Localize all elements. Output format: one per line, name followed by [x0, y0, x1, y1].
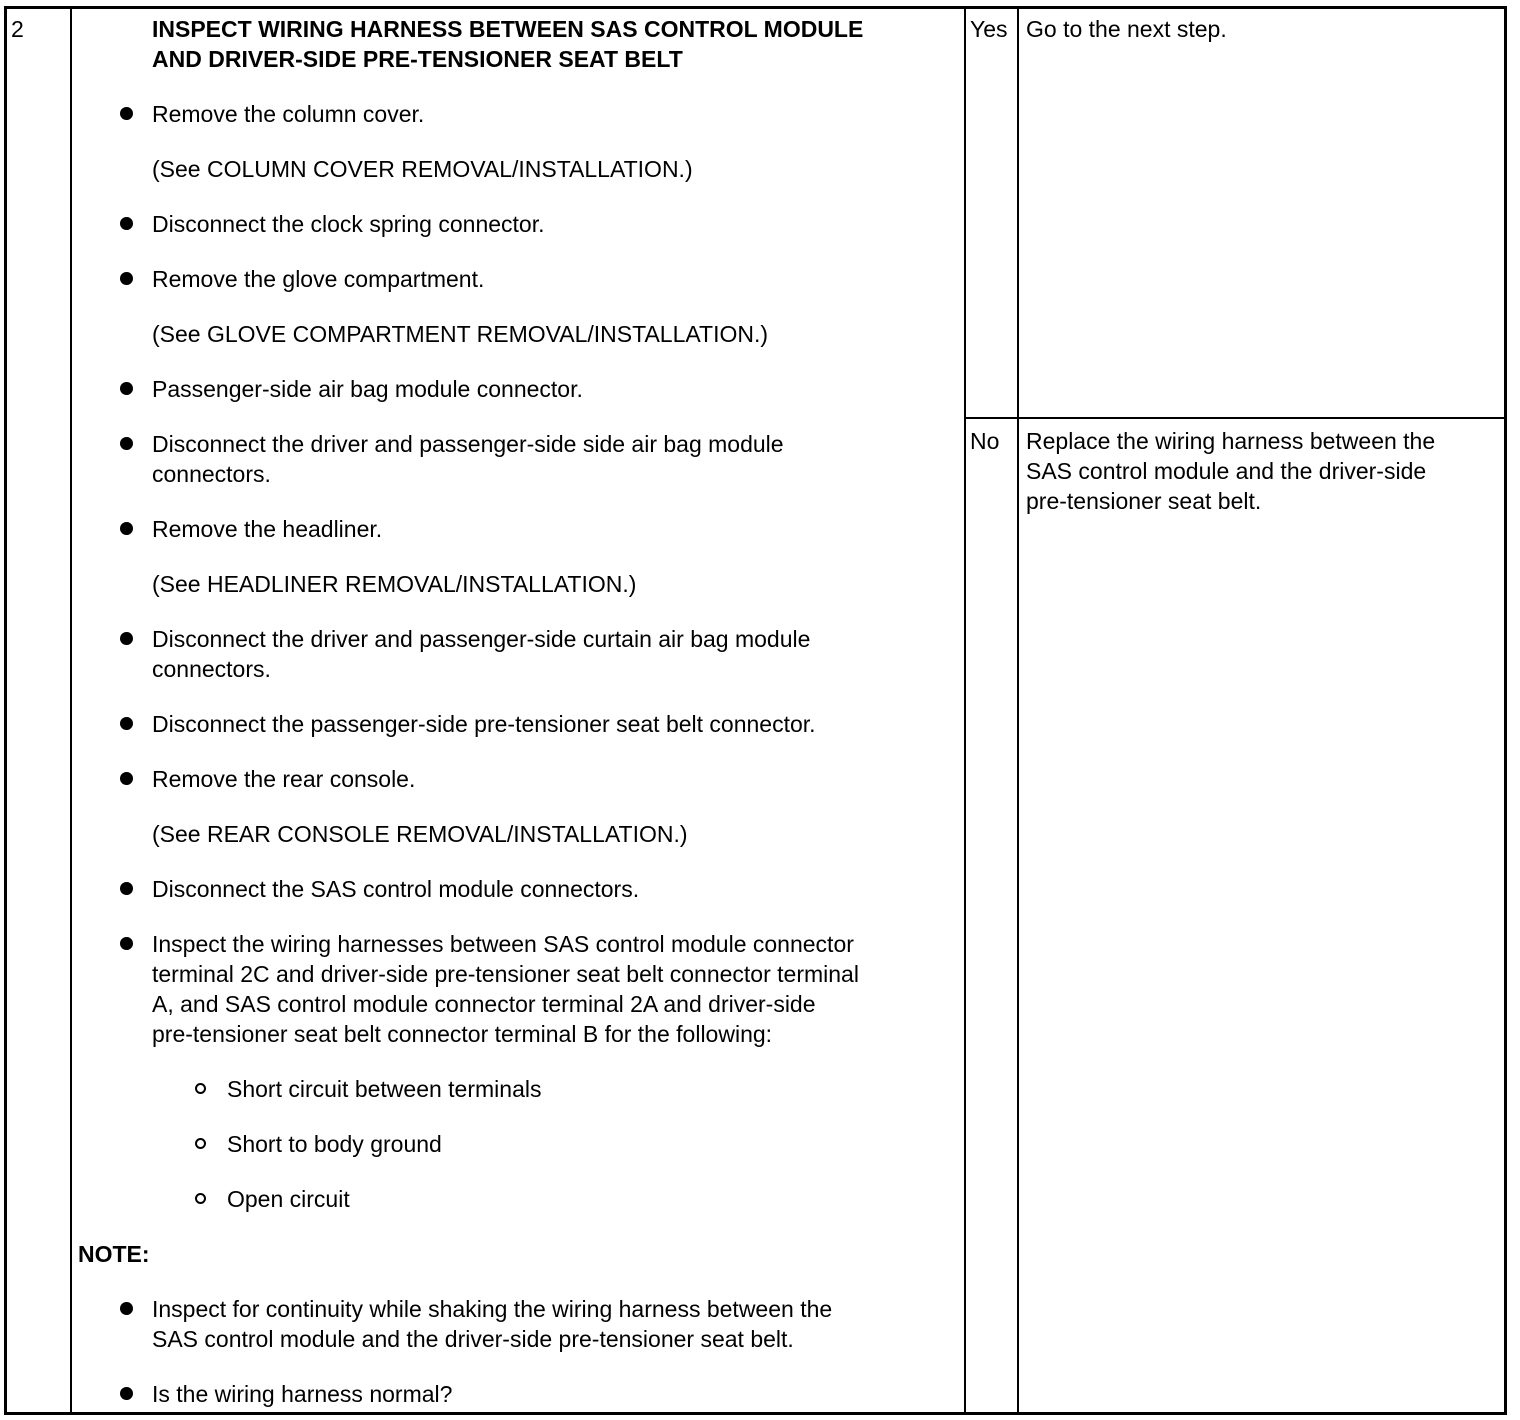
result-no-label: No	[970, 428, 1000, 454]
procedure-item: Disconnect the SAS control module connectors.	[152, 876, 640, 902]
reference-note: (See REAR CONSOLE REMOVAL/INSTALLATION.)	[152, 821, 688, 847]
result-no-action-line2: SAS control module and the driver-side	[1026, 458, 1427, 484]
column-divider-step	[70, 6, 72, 1415]
procedure-item: Passenger-side air bag module connector.	[152, 376, 583, 402]
step-number: 2	[11, 16, 24, 42]
column-divider-result	[1017, 6, 1019, 1415]
bullet-icon	[120, 717, 133, 730]
procedure-item: Disconnect the driver and passenger-side side air bag module	[152, 431, 784, 457]
bullet-icon	[120, 217, 133, 230]
result-no-action-line3: pre-tensioner seat belt.	[1026, 488, 1262, 514]
hollow-bullet-icon	[195, 1193, 206, 1204]
bullet-icon	[120, 272, 133, 285]
procedure-item-continued: connectors.	[152, 461, 271, 487]
procedure-item: Remove the headliner.	[152, 516, 383, 542]
step-title-line2: AND DRIVER-SIDE PRE-TENSIONER SEAT BELT	[152, 46, 683, 72]
note-item: Inspect for continuity while shaking the wiring harness between the	[152, 1296, 833, 1322]
bullet-icon	[120, 1387, 133, 1400]
procedure-item: Disconnect the passenger-side pre-tensioner seat belt connector.	[152, 711, 816, 737]
bullet-icon	[120, 882, 133, 895]
bullet-icon	[120, 107, 133, 120]
sub-item: Short circuit between terminals	[227, 1076, 542, 1102]
procedure-item: Remove the column cover.	[152, 101, 425, 127]
result-no-action-line1: Replace the wiring harness between the	[1026, 428, 1436, 454]
procedure-item-continued: A, and SAS control module connector terminal 2A and driver-side	[152, 991, 816, 1017]
procedure-item-continued: terminal 2C and driver-side pre-tensioner seat belt connector terminal	[152, 961, 859, 987]
bullet-icon	[120, 437, 133, 450]
procedure-item-continued: connectors.	[152, 656, 271, 682]
reference-note: (See COLUMN COVER REMOVAL/INSTALLATION.)	[152, 156, 693, 182]
row-divider-yes-no	[964, 417, 1506, 419]
reference-note: (See HEADLINER REMOVAL/INSTALLATION.)	[152, 571, 637, 597]
hollow-bullet-icon	[195, 1083, 206, 1094]
procedure-item: Remove the glove compartment.	[152, 266, 485, 292]
result-yes-action: Go to the next step.	[1026, 16, 1227, 42]
hollow-bullet-icon	[195, 1138, 206, 1149]
procedure-item: Disconnect the driver and passenger-side curtain air bag module	[152, 626, 811, 652]
note-label: NOTE:	[78, 1241, 150, 1267]
column-divider-action	[964, 6, 966, 1415]
bullet-icon	[120, 632, 133, 645]
note-item-continued: SAS control module and the driver-side pre-tensioner seat belt.	[152, 1326, 794, 1352]
sub-item: Open circuit	[227, 1186, 350, 1212]
bullet-icon	[120, 1302, 133, 1315]
procedure-item-continued: pre-tensioner seat belt connector terminal B for the following:	[152, 1021, 773, 1047]
note-item: Is the wiring harness normal?	[152, 1381, 453, 1407]
bullet-icon	[120, 382, 133, 395]
step-title-line1: INSPECT WIRING HARNESS BETWEEN SAS CONTROL MODULE	[152, 16, 864, 42]
bullet-icon	[120, 522, 133, 535]
bullet-icon	[120, 937, 133, 950]
procedure-item: Disconnect the clock spring connector.	[152, 211, 545, 237]
result-yes-label: Yes	[970, 16, 1008, 42]
sub-item: Short to body ground	[227, 1131, 442, 1157]
procedure-item: Remove the rear console.	[152, 766, 416, 792]
procedure-item: Inspect the wiring harnesses between SAS control module connector	[152, 931, 854, 957]
bullet-icon	[120, 772, 133, 785]
reference-note: (See GLOVE COMPARTMENT REMOVAL/INSTALLATION.)	[152, 321, 769, 347]
